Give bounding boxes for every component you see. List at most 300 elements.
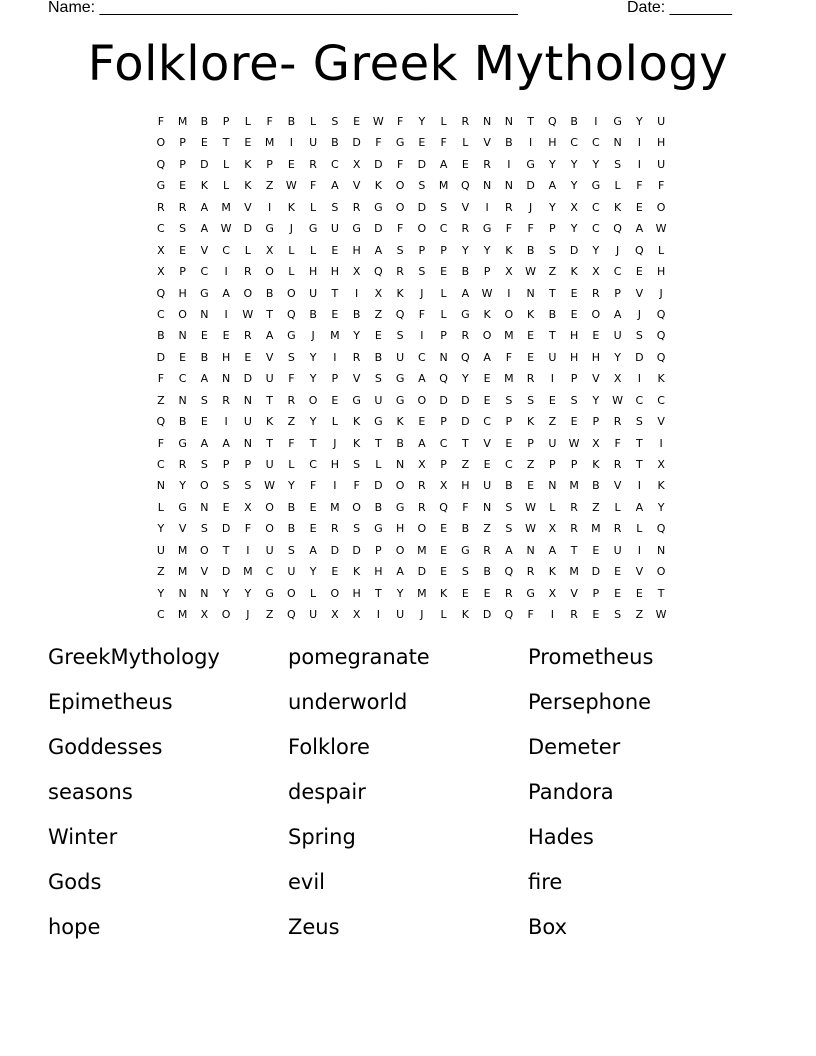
grid-letter[interactable]: R: [352, 350, 361, 364]
grid-letter[interactable]: M: [504, 372, 514, 386]
grid-letter[interactable]: X: [200, 608, 209, 622]
grid-letter[interactable]: Q: [287, 307, 296, 321]
grid-letter[interactable]: I: [637, 479, 641, 493]
grid-letter[interactable]: K: [244, 179, 252, 193]
grid-letter[interactable]: G: [178, 436, 187, 450]
grid-letter[interactable]: B: [309, 307, 317, 321]
grid-letter[interactable]: Y: [353, 329, 360, 343]
grid-letter[interactable]: M: [330, 329, 340, 343]
grid-letter[interactable]: O: [352, 500, 361, 514]
grid-letter[interactable]: H: [656, 136, 666, 150]
grid-letter[interactable]: N: [200, 307, 209, 321]
grid-letter[interactable]: V: [635, 286, 644, 300]
grid-letter[interactable]: N: [200, 500, 209, 514]
grid-letter[interactable]: K: [461, 608, 469, 622]
grid-letter[interactable]: U: [330, 222, 339, 236]
grid-letter[interactable]: W: [612, 393, 624, 407]
grid-letter[interactable]: C: [157, 222, 165, 236]
grid-letter[interactable]: V: [461, 200, 470, 214]
grid-letter[interactable]: O: [265, 265, 274, 279]
grid-letter[interactable]: R: [613, 458, 622, 471]
grid-letter[interactable]: B: [331, 136, 339, 150]
grid-letter[interactable]: S: [440, 200, 448, 214]
grid-letter[interactable]: M: [504, 329, 514, 343]
grid-letter[interactable]: F: [636, 179, 643, 193]
grid-letter[interactable]: L: [440, 608, 447, 622]
grid-letter[interactable]: I: [289, 136, 293, 150]
grid-letter[interactable]: H: [548, 136, 557, 150]
grid-letter[interactable]: R: [570, 522, 578, 536]
grid-letter[interactable]: T: [266, 393, 273, 407]
grid-letter[interactable]: G: [526, 157, 535, 171]
grid-letter[interactable]: F: [396, 157, 404, 171]
grid-letter[interactable]: R: [418, 500, 426, 514]
grid-letter[interactable]: J: [616, 243, 620, 257]
grid-letter[interactable]: B: [526, 243, 535, 257]
grid-letter[interactable]: N: [439, 350, 448, 364]
grid-letter[interactable]: D: [417, 565, 427, 579]
grid-letter[interactable]: T: [375, 436, 382, 450]
grid-letter[interactable]: R: [613, 522, 622, 536]
grid-letter[interactable]: Q: [374, 265, 383, 279]
grid-letter[interactable]: A: [265, 329, 274, 343]
grid-letter[interactable]: W: [285, 179, 297, 193]
grid-letter[interactable]: A: [200, 222, 209, 236]
grid-letter[interactable]: B: [396, 436, 404, 450]
grid-letter[interactable]: U: [548, 350, 557, 364]
grid-letter[interactable]: E: [331, 393, 339, 407]
grid-letter[interactable]: B: [265, 286, 274, 300]
grid-letter[interactable]: X: [439, 479, 448, 493]
grid-letter[interactable]: S: [222, 479, 230, 493]
grid-letter[interactable]: F: [440, 136, 447, 150]
grid-letter[interactable]: D: [156, 350, 166, 364]
grid-letter[interactable]: D: [417, 200, 427, 214]
grid-letter[interactable]: B: [287, 522, 296, 536]
grid-letter[interactable]: P: [440, 458, 447, 471]
grid-letter[interactable]: A: [200, 372, 209, 386]
grid-letter[interactable]: E: [635, 265, 643, 279]
grid-letter[interactable]: E: [179, 179, 187, 193]
grid-letter[interactable]: J: [659, 286, 663, 300]
grid-letter[interactable]: S: [287, 543, 295, 557]
grid-letter[interactable]: A: [439, 157, 448, 171]
grid-letter[interactable]: B: [157, 329, 165, 343]
grid-letter[interactable]: S: [200, 393, 208, 407]
grid-letter[interactable]: X: [331, 608, 339, 622]
grid-letter[interactable]: E: [222, 329, 230, 343]
grid-letter[interactable]: L: [549, 500, 556, 514]
grid-letter[interactable]: Z: [548, 415, 557, 429]
grid-letter[interactable]: C: [157, 307, 165, 321]
grid-letter[interactable]: T: [222, 136, 230, 150]
grid-letter[interactable]: O: [591, 307, 601, 321]
grid-letter[interactable]: G: [613, 115, 622, 128]
grid-letter[interactable]: X: [352, 265, 361, 279]
grid-letter[interactable]: R: [526, 372, 535, 386]
grid-letter[interactable]: L: [288, 243, 295, 257]
grid-letter[interactable]: U: [613, 543, 622, 557]
grid-letter[interactable]: S: [570, 393, 578, 407]
grid-letter[interactable]: Y: [222, 586, 230, 600]
grid-letter[interactable]: D: [352, 136, 361, 150]
grid-letter[interactable]: M: [330, 500, 340, 514]
grid-letter[interactable]: X: [157, 265, 165, 279]
grid-letter[interactable]: G: [395, 393, 405, 407]
grid-letter[interactable]: F: [505, 350, 513, 364]
grid-letter[interactable]: X: [592, 436, 600, 450]
grid-letter[interactable]: D: [482, 608, 492, 622]
grid-letter[interactable]: E: [483, 586, 491, 600]
grid-letter[interactable]: U: [374, 393, 383, 407]
grid-letter[interactable]: Q: [395, 307, 405, 321]
grid-letter[interactable]: J: [289, 222, 293, 236]
grid-letter[interactable]: E: [440, 522, 448, 536]
grid-letter[interactable]: S: [418, 265, 426, 279]
grid-letter[interactable]: E: [592, 329, 600, 343]
grid-letter[interactable]: R: [613, 415, 622, 429]
grid-letter[interactable]: X: [570, 200, 578, 214]
grid-letter[interactable]: E: [592, 543, 600, 557]
grid-letter[interactable]: P: [549, 222, 556, 236]
grid-letter[interactable]: Y: [462, 372, 469, 386]
grid-letter[interactable]: M: [177, 543, 188, 557]
grid-letter[interactable]: P: [179, 136, 186, 150]
grid-letter[interactable]: X: [592, 265, 600, 279]
grid-letter[interactable]: Z: [548, 265, 557, 279]
grid-letter[interactable]: P: [440, 415, 447, 429]
grid-letter[interactable]: F: [396, 222, 404, 236]
grid-letter[interactable]: N: [657, 543, 666, 557]
grid-letter[interactable]: D: [243, 222, 253, 236]
grid-letter[interactable]: H: [656, 265, 666, 279]
grid-letter[interactable]: I: [637, 136, 641, 150]
grid-letter[interactable]: Q: [156, 157, 166, 171]
grid-letter[interactable]: N: [178, 329, 187, 343]
grid-letter[interactable]: L: [658, 243, 665, 257]
grid-letter[interactable]: H: [569, 329, 579, 343]
grid-letter[interactable]: L: [244, 115, 251, 128]
grid-letter[interactable]: Q: [156, 415, 166, 429]
grid-letter[interactable]: Q: [439, 372, 448, 386]
grid-letter[interactable]: O: [417, 222, 427, 236]
grid-letter[interactable]: W: [525, 522, 537, 536]
grid-letter[interactable]: T: [375, 586, 382, 600]
grid-letter[interactable]: Y: [483, 243, 491, 257]
grid-letter[interactable]: Y: [418, 115, 426, 128]
grid-letter[interactable]: N: [483, 500, 492, 514]
grid-letter[interactable]: O: [200, 543, 209, 557]
grid-letter[interactable]: U: [287, 565, 296, 579]
grid-letter[interactable]: E: [461, 157, 469, 171]
grid-letter[interactable]: M: [177, 608, 188, 622]
grid-letter[interactable]: S: [505, 393, 513, 407]
grid-letter[interactable]: B: [352, 307, 361, 321]
grid-letter[interactable]: U: [396, 608, 405, 622]
grid-letter[interactable]: Z: [287, 415, 296, 429]
grid-letter[interactable]: T: [309, 436, 317, 450]
grid-letter[interactable]: I: [224, 265, 228, 279]
grid-letter[interactable]: N: [156, 479, 165, 493]
grid-letter[interactable]: I: [507, 286, 511, 300]
grid-letter[interactable]: E: [440, 265, 448, 279]
grid-letter[interactable]: M: [417, 543, 427, 557]
grid-letter[interactable]: K: [614, 200, 622, 214]
grid-letter[interactable]: F: [657, 179, 665, 193]
grid-letter[interactable]: Q: [504, 608, 514, 622]
grid-letter[interactable]: V: [200, 243, 209, 257]
grid-letter[interactable]: B: [505, 136, 513, 150]
grid-letter[interactable]: Y: [157, 522, 165, 536]
grid-letter[interactable]: W: [372, 115, 384, 128]
grid-letter[interactable]: G: [156, 179, 166, 193]
grid-letter[interactable]: Y: [309, 350, 317, 364]
grid-letter[interactable]: Q: [656, 329, 666, 343]
grid-letter[interactable]: Y: [614, 350, 621, 364]
grid-letter[interactable]: F: [288, 436, 295, 450]
grid-letter[interactable]: Q: [656, 522, 666, 536]
grid-letter[interactable]: T: [657, 586, 665, 600]
grid-letter[interactable]: V: [352, 179, 361, 193]
grid-letter[interactable]: H: [395, 522, 405, 536]
grid-letter[interactable]: G: [395, 500, 405, 514]
grid-letter[interactable]: C: [439, 436, 448, 450]
grid-letter[interactable]: R: [178, 458, 187, 471]
grid-letter[interactable]: F: [309, 479, 317, 493]
grid-letter[interactable]: E: [244, 350, 252, 364]
grid-letter[interactable]: A: [200, 436, 209, 450]
grid-letter[interactable]: O: [417, 522, 427, 536]
grid-letter[interactable]: X: [265, 243, 274, 257]
grid-letter[interactable]: T: [331, 286, 339, 300]
grid-letter[interactable]: Q: [287, 608, 296, 622]
grid-letter[interactable]: J: [420, 608, 424, 622]
grid-letter[interactable]: U: [243, 415, 252, 429]
grid-letter[interactable]: H: [374, 565, 383, 579]
grid-letter[interactable]: G: [482, 222, 492, 236]
grid-letter[interactable]: S: [179, 222, 187, 236]
grid-letter[interactable]: C: [200, 265, 209, 279]
grid-letter[interactable]: A: [548, 179, 557, 193]
grid-letter[interactable]: P: [570, 372, 578, 386]
grid-letter[interactable]: Q: [656, 350, 666, 364]
grid-letter[interactable]: J: [637, 307, 641, 321]
grid-letter[interactable]: F: [353, 479, 360, 493]
grid-letter[interactable]: H: [352, 243, 361, 257]
grid-letter[interactable]: Q: [548, 115, 557, 128]
grid-letter[interactable]: G: [308, 222, 318, 236]
grid-letter[interactable]: G: [395, 372, 405, 386]
grid-letter[interactable]: X: [505, 265, 513, 279]
grid-letter[interactable]: K: [266, 415, 274, 429]
grid-letter[interactable]: L: [614, 500, 621, 514]
grid-letter[interactable]: Y: [396, 586, 404, 600]
grid-letter[interactable]: E: [331, 307, 339, 321]
grid-letter[interactable]: M: [438, 179, 449, 193]
grid-letter[interactable]: W: [525, 500, 537, 514]
grid-letter[interactable]: N: [178, 393, 187, 407]
grid-letter[interactable]: T: [527, 115, 534, 128]
grid-letter[interactable]: O: [200, 479, 209, 493]
grid-letter[interactable]: T: [549, 329, 556, 343]
grid-letter[interactable]: X: [352, 608, 361, 622]
grid-letter[interactable]: S: [200, 458, 208, 471]
grid-letter[interactable]: L: [223, 157, 230, 171]
grid-letter[interactable]: W: [220, 222, 232, 236]
grid-letter[interactable]: T: [462, 436, 469, 450]
grid-letter[interactable]: X: [548, 522, 557, 536]
grid-letter[interactable]: O: [243, 286, 253, 300]
grid-letter[interactable]: S: [353, 458, 361, 471]
grid-letter[interactable]: R: [309, 157, 317, 171]
grid-letter[interactable]: E: [200, 415, 208, 429]
grid-letter[interactable]: A: [222, 286, 230, 300]
grid-letter[interactable]: K: [657, 479, 665, 493]
grid-letter[interactable]: J: [333, 436, 337, 450]
grid-letter[interactable]: F: [396, 115, 404, 128]
grid-letter[interactable]: Q: [461, 350, 470, 364]
grid-letter[interactable]: O: [265, 500, 274, 514]
grid-letter[interactable]: T: [636, 436, 643, 450]
grid-letter[interactable]: Z: [374, 307, 383, 321]
grid-letter[interactable]: F: [244, 522, 252, 536]
grid-letter[interactable]: I: [333, 479, 337, 493]
grid-letter[interactable]: E: [527, 329, 535, 343]
grid-letter[interactable]: O: [395, 179, 405, 193]
grid-letter[interactable]: Q: [656, 307, 666, 321]
grid-letter[interactable]: E: [527, 479, 535, 493]
grid-letter[interactable]: R: [570, 500, 578, 514]
grid-letter[interactable]: S: [244, 479, 252, 493]
grid-letter[interactable]: K: [353, 415, 361, 429]
grid-letter[interactable]: V: [178, 522, 187, 536]
grid-letter[interactable]: R: [287, 393, 296, 407]
grid-letter[interactable]: U: [613, 329, 622, 343]
grid-letter[interactable]: U: [548, 436, 557, 450]
grid-letter[interactable]: A: [613, 307, 622, 321]
grid-letter[interactable]: E: [374, 329, 382, 343]
grid-letter[interactable]: Z: [265, 608, 274, 622]
grid-letter[interactable]: Z: [157, 393, 165, 407]
grid-letter[interactable]: B: [505, 479, 513, 493]
grid-letter[interactable]: S: [635, 329, 643, 343]
grid-letter[interactable]: N: [178, 586, 187, 600]
grid-letter[interactable]: F: [288, 372, 295, 386]
grid-letter[interactable]: E: [570, 286, 578, 300]
grid-letter[interactable]: P: [570, 458, 578, 471]
grid-letter[interactable]: M: [591, 522, 601, 536]
grid-letter[interactable]: V: [483, 436, 491, 450]
grid-letter[interactable]: E: [331, 565, 339, 579]
grid-letter[interactable]: S: [635, 415, 643, 429]
grid-letter[interactable]: S: [396, 329, 404, 343]
grid-letter[interactable]: X: [352, 157, 361, 171]
grid-letter[interactable]: Q: [439, 500, 448, 514]
grid-letter[interactable]: A: [635, 222, 644, 236]
grid-letter[interactable]: N: [222, 372, 231, 386]
grid-letter[interactable]: B: [200, 350, 209, 364]
grid-letter[interactable]: I: [333, 350, 337, 364]
grid-letter[interactable]: D: [417, 157, 427, 171]
grid-letter[interactable]: G: [591, 179, 601, 193]
grid-letter[interactable]: N: [504, 115, 513, 128]
grid-letter[interactable]: D: [374, 157, 383, 171]
grid-letter[interactable]: G: [287, 329, 296, 343]
grid-letter[interactable]: D: [221, 522, 231, 536]
grid-letter[interactable]: E: [440, 543, 448, 557]
grid-letter[interactable]: L: [440, 286, 447, 300]
grid-letter[interactable]: G: [352, 222, 361, 236]
grid-letter[interactable]: U: [309, 286, 318, 300]
grid-letter[interactable]: E: [614, 565, 622, 579]
grid-letter[interactable]: E: [309, 500, 317, 514]
grid-letter[interactable]: Z: [461, 458, 470, 471]
grid-letter[interactable]: S: [505, 522, 513, 536]
grid-letter[interactable]: E: [287, 157, 295, 171]
grid-letter[interactable]: V: [570, 586, 578, 600]
grid-letter[interactable]: C: [592, 136, 600, 150]
grid-letter[interactable]: I: [376, 608, 380, 622]
grid-letter[interactable]: Q: [156, 286, 166, 300]
grid-letter[interactable]: P: [440, 329, 447, 343]
grid-letter[interactable]: L: [310, 243, 317, 257]
grid-letter[interactable]: G: [352, 393, 361, 407]
grid-letter[interactable]: D: [200, 157, 209, 171]
grid-letter[interactable]: N: [396, 458, 405, 471]
grid-letter[interactable]: F: [527, 608, 534, 622]
grid-letter[interactable]: B: [200, 115, 209, 128]
grid-letter[interactable]: Y: [309, 415, 317, 429]
grid-letter[interactable]: H: [591, 350, 601, 364]
grid-letter[interactable]: M: [243, 565, 253, 579]
grid-letter[interactable]: D: [461, 415, 470, 429]
grid-letter[interactable]: A: [418, 436, 426, 450]
grid-letter[interactable]: E: [418, 136, 426, 150]
grid-letter[interactable]: X: [157, 243, 165, 257]
grid-letter[interactable]: F: [505, 222, 513, 236]
grid-letter[interactable]: H: [330, 265, 340, 279]
grid-letter[interactable]: C: [331, 157, 339, 171]
grid-letter[interactable]: M: [569, 479, 579, 493]
grid-letter[interactable]: E: [200, 136, 208, 150]
grid-letter[interactable]: Z: [592, 500, 600, 514]
grid-letter[interactable]: S: [527, 393, 535, 407]
grid-letter[interactable]: K: [527, 415, 535, 429]
grid-letter[interactable]: O: [656, 565, 666, 579]
grid-letter[interactable]: R: [331, 522, 339, 536]
grid-letter[interactable]: O: [265, 522, 274, 536]
grid-letter[interactable]: N: [504, 179, 513, 193]
grid-letter[interactable]: K: [200, 179, 208, 193]
grid-letter[interactable]: W: [264, 479, 276, 493]
grid-letter[interactable]: L: [288, 265, 295, 279]
grid-letter[interactable]: R: [461, 329, 470, 343]
grid-letter[interactable]: Y: [462, 243, 469, 257]
grid-letter[interactable]: E: [483, 393, 491, 407]
grid-letter[interactable]: Y: [570, 179, 578, 193]
grid-letter[interactable]: M: [264, 136, 275, 150]
grid-letter[interactable]: O: [308, 393, 318, 407]
grid-letter[interactable]: R: [461, 222, 470, 236]
grid-letter[interactable]: K: [396, 286, 404, 300]
grid-letter[interactable]: A: [483, 350, 491, 364]
grid-letter[interactable]: V: [613, 479, 622, 493]
grid-letter[interactable]: L: [310, 200, 317, 214]
grid-letter[interactable]: I: [355, 286, 359, 300]
grid-letter[interactable]: I: [529, 136, 533, 150]
grid-letter[interactable]: I: [268, 200, 272, 214]
grid-letter[interactable]: S: [200, 522, 208, 536]
